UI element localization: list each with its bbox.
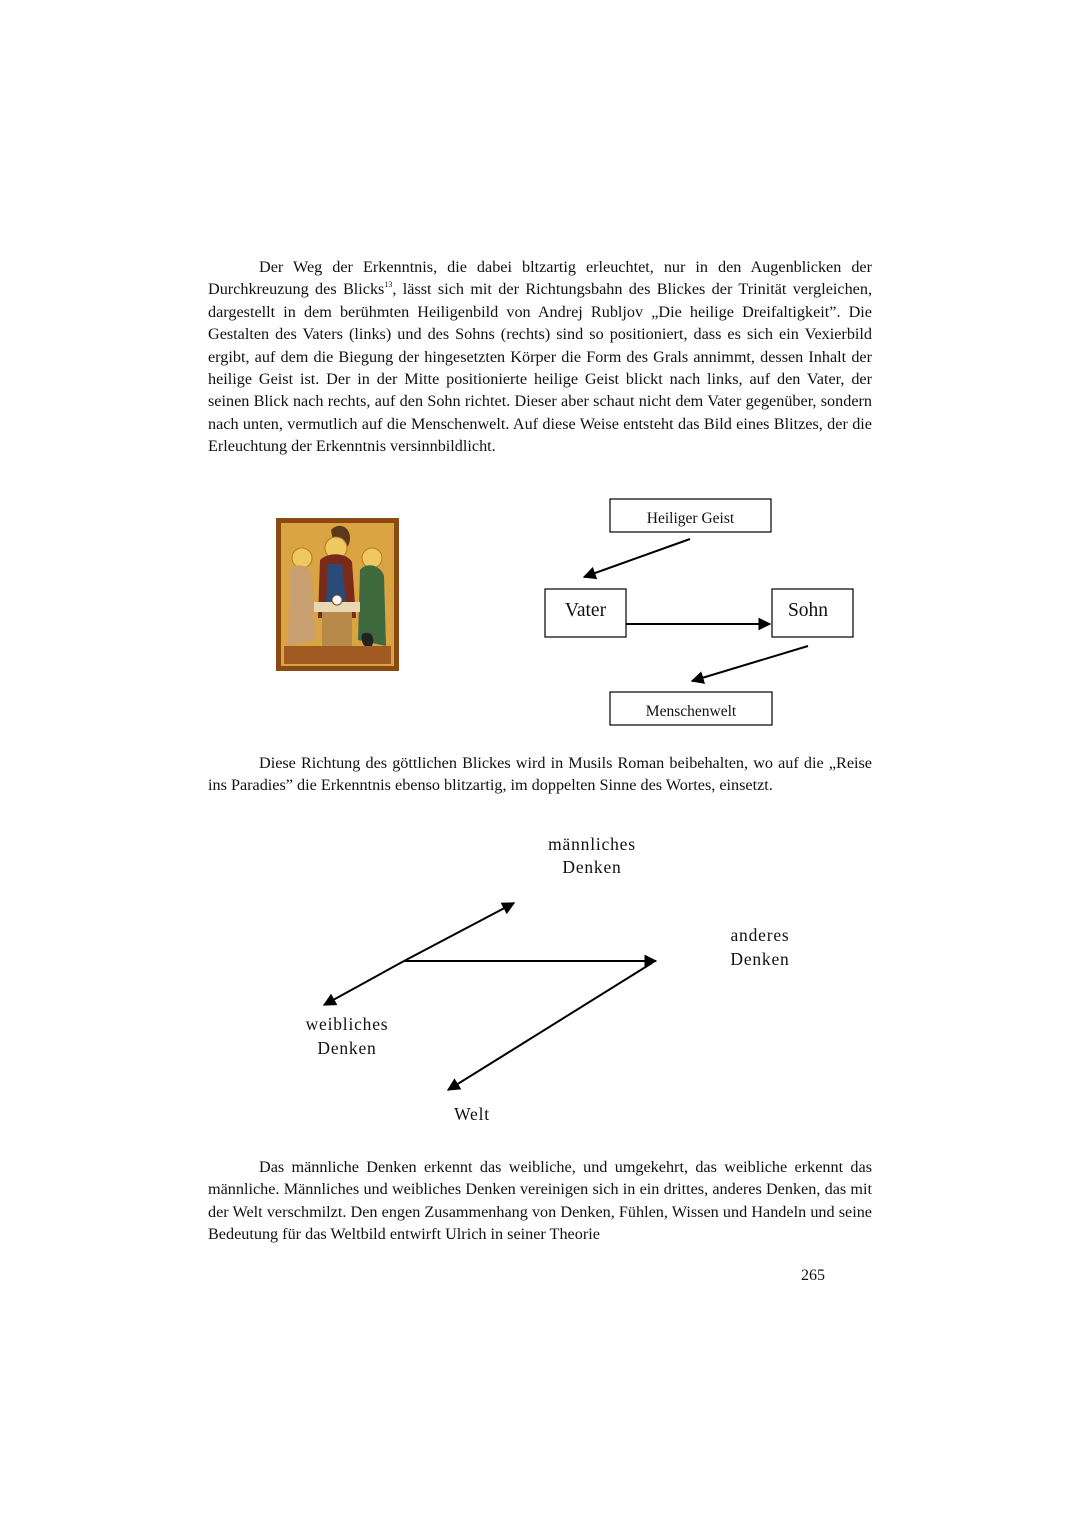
paragraph-denken: Das männliche Denken erkennt das weibliche, und umgekehrt, das weibliche erkennt das männliche. Männliches und weibliches Denken vereinigen sich in ein drittes, anderes Denken, das mit der Welt verschmilzt. Den engen Zusammenhang von Denken, Fühlen, Wissen und Handeln und seine Bedeutung für das Weltbild entwirft Ulrich in seiner Theorie xyxy=(208,1158,872,1244)
label-line: anderes xyxy=(730,925,790,945)
label-line: weibliches xyxy=(305,1014,389,1034)
page-number: 265 xyxy=(801,1267,825,1284)
paragraph-text: Der Weg der Erkenntnis, die dabei bltzartig erleuchtet, nur in den Augenblicken der Durchkreuzung des Blicks xyxy=(208,258,872,299)
arrow-to-welt xyxy=(448,963,652,1090)
footnote-marker[interactable]: 13 xyxy=(384,280,393,290)
paragraph-musil: Diese Richtung des göttlichen Blickes wird in Musils Roman beibehalten, wo auf die „Reise ins Paradies” die Erkenntnis ebenso blitzartig, im doppelten Sinne des Wortes, einsetzt. xyxy=(208,754,872,795)
label-welt: Welt xyxy=(454,1104,490,1124)
arrow-to-maennliches-denken xyxy=(404,903,514,961)
node-label-sohn: Sohn xyxy=(787,600,829,621)
node-label-vater: Vater xyxy=(564,600,607,621)
label-line: männliches xyxy=(548,834,636,854)
arrow-to-weibliches-denken xyxy=(324,961,404,1005)
label-line: Denken xyxy=(317,1038,377,1058)
paragraph-text: , lässt sich mit der Richtungsbahn des Blickes der Trinität vergleichen, dargestellt in dem berühmten Heiligenbild von Andrej Rubljov „Die heilige Dreifaltigkeit”. Die Gestalten des Vaters (links) und des Sohns (rechts) sind so positioniert, dass es sich ein Vexierbild ergibt, auf dem die Biegung der hingesetzten Körper die Form des Grals annimmt, dessen Inhalt der heilige Geist ist. Der in der Mitte positionierte heilige Geist blickt nach links, auf den Vater, der seinen Blick nach rechts, auf den Sohn richtet. Dieser aber schaut nicht dem Vater gegenüber, sondern nach unten, vermutlich auf die Menschenwelt. Auf diese Weise entsteht das Bild eines Blitzes, der die Erleuchtung der Erkenntnis versinnbildlicht. xyxy=(208,280,872,456)
label-line: Denken xyxy=(562,857,622,877)
node-label-heiliger-geist: Heiliger Geist xyxy=(646,510,735,527)
label-maennliches-denken xyxy=(548,834,636,877)
label-anderes-denken xyxy=(730,925,789,969)
label-line: Denken xyxy=(730,949,790,969)
label-weibliches-denken xyxy=(306,1014,389,1058)
node-label-menschenwelt: Menschenwelt xyxy=(645,703,737,720)
